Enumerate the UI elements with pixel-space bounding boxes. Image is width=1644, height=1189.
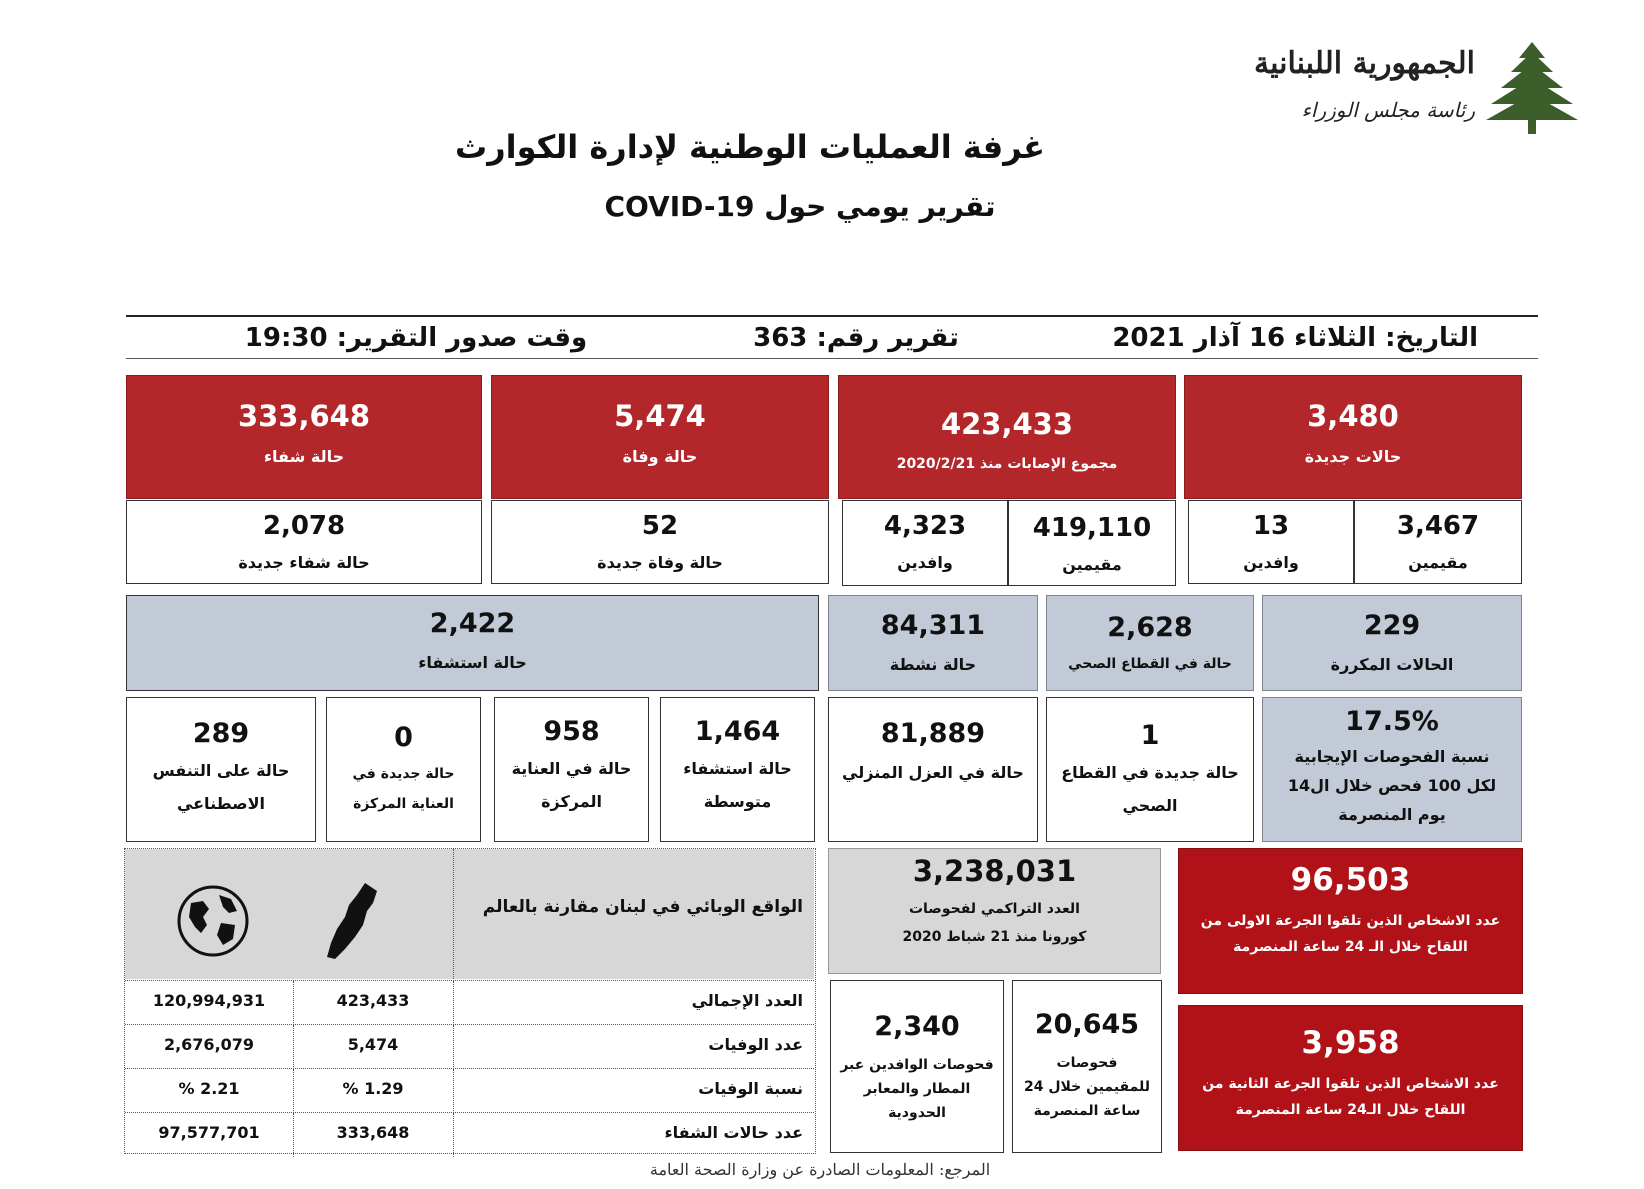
new-cases-label: حالات جديدة <box>1304 447 1402 466</box>
positivity-label-2: لكل 100 فحص خلال ال14 <box>1287 775 1497 795</box>
active-box <box>828 595 1038 691</box>
resident-tests-label-1: فحوصات <box>1056 1055 1118 1071</box>
active-label: حالة نشطة <box>889 655 977 674</box>
icu-label-1: حالة في العناية <box>511 759 632 778</box>
new-cases-box <box>1184 375 1522 499</box>
report-date: التاريخ: الثلاثاء 16 آذار 2021 <box>1112 323 1478 353</box>
hospitalized-label: حالة استشفاء <box>418 653 527 672</box>
medium-hospital-label-1: حالة استشفاء <box>683 759 792 778</box>
cumulative-tests-value: 3,238,031 <box>912 854 1077 888</box>
arrival-tests-label-2: المطار والمعابر <box>863 1080 971 1097</box>
new-health-sector-label-2: الصحي <box>1122 795 1178 815</box>
medium-hospital-value: 1,464 <box>694 716 781 747</box>
deaths-value: 5,474 <box>614 399 706 433</box>
report-time: وقت صدور التقرير: 19:30 <box>244 323 588 353</box>
recovered-value: 333,648 <box>237 399 371 433</box>
resident-tests-value: 20,645 <box>1034 1009 1140 1040</box>
active-value: 84,311 <box>880 610 986 641</box>
total-cases-arrivals <box>842 500 1008 586</box>
table-row <box>125 1112 814 1156</box>
new-health-sector-label-1: حالة جديدة في القطاع <box>1061 763 1239 782</box>
cedar-icon <box>1485 38 1580 136</box>
new-icu-box <box>326 697 481 842</box>
repeated-value: 229 <box>1363 610 1421 641</box>
comparison-header <box>125 849 814 979</box>
ventilator-label-1: حالة على التنفس <box>152 761 290 780</box>
home-isolation-value: 81,889 <box>880 718 986 749</box>
health-sector-label: حالة في القطاع الصحي <box>1068 656 1232 672</box>
positivity-label-1: نسبة الفحوصات الإيجابية <box>1294 747 1490 766</box>
new-health-sector-value: 1 <box>1140 720 1160 751</box>
total-arrivals-label: وافدين <box>897 553 953 572</box>
cumulative-tests-label-1: العدد التراكمي لفحوصات <box>908 901 1080 917</box>
vaccine-first-box <box>1178 848 1523 994</box>
home-isolation-box <box>828 697 1038 842</box>
recovered-label: حالة شفاء <box>263 447 345 466</box>
repeated-label: الحالات المكررة <box>1330 655 1454 674</box>
deaths-box <box>491 375 829 499</box>
new-health-sector-box <box>1046 697 1254 842</box>
total-residents-value: 419,110 <box>1032 513 1152 543</box>
table-row <box>125 980 814 1024</box>
icu-value: 958 <box>543 716 600 747</box>
comparison-table <box>124 848 816 1154</box>
row-label: العدد الإجمالي <box>691 991 803 1010</box>
new-deaths-box <box>491 500 829 584</box>
vaccine-first-label-1: عدد الاشخاص الذين تلقوا الجرعة الاولى من <box>1200 913 1501 929</box>
page-title: غرفة العمليات الوطنية لإدارة الكوارث <box>455 128 1045 166</box>
total-cases-label: مجموع الإصابات منذ 2020/2/21 <box>896 456 1118 472</box>
row-label: نسبة الوفيات <box>698 1079 803 1098</box>
vaccine-second-value: 3,958 <box>1301 1025 1400 1061</box>
arrival-tests-value: 2,340 <box>874 1011 960 1042</box>
total-cases-box <box>838 375 1176 499</box>
row-lebanon: 5,474 <box>347 1035 399 1054</box>
vaccine-second-label-1: عدد الاشخاص الذين تلقوا الجرعة الثانية من <box>1202 1076 1499 1092</box>
arrival-tests-label-1: فحوصات الوافدين عبر <box>840 1057 994 1073</box>
arrival-tests-box <box>830 980 1004 1153</box>
new-arrivals-label: وافدين <box>1243 553 1299 572</box>
medium-hospital-box <box>660 697 815 842</box>
new-icu-label-1: حالة جديدة في <box>352 766 455 782</box>
icu-box <box>494 697 649 842</box>
row-label: عدد حالات الشفاء <box>664 1123 803 1142</box>
health-sector-value: 2,628 <box>1107 612 1193 643</box>
globe-icon <box>173 881 253 961</box>
vaccine-first-value: 96,503 <box>1290 862 1411 898</box>
new-deaths-label: حالة وفاة جديدة <box>597 553 723 572</box>
resident-tests-box <box>1012 980 1162 1153</box>
new-residents-label: مقيمين <box>1408 553 1468 572</box>
footer-source: المرجع: المعلومات الصادرة عن وزارة الصحة العامة <box>649 1160 991 1179</box>
row-world: 2,676,079 <box>163 1035 255 1054</box>
page-subtitle: تقرير يومي حول COVID-19 <box>604 190 996 223</box>
new-recovered-box <box>126 500 482 584</box>
positivity-value: 17.5% <box>1345 706 1439 737</box>
repeated-box <box>1262 595 1522 691</box>
new-cases-value: 3,480 <box>1307 399 1399 433</box>
ventilator-value: 289 <box>192 718 250 749</box>
row-world: 2.21 % <box>178 1079 240 1098</box>
resident-tests-label-3: ساعة المنصرمة <box>1033 1102 1141 1119</box>
lebanon-map-icon <box>315 881 385 961</box>
new-icu-value: 0 <box>394 722 413 753</box>
new-cases-arrivals <box>1188 500 1354 584</box>
new-arrivals-value: 13 <box>1252 511 1290 541</box>
total-arrivals-value: 4,323 <box>883 511 967 541</box>
total-residents-label: مقيمين <box>1062 555 1122 574</box>
cumulative-tests-box <box>828 848 1161 974</box>
new-residents-value: 3,467 <box>1396 511 1480 541</box>
new-cases-residents <box>1354 500 1522 584</box>
comparison-title: الواقع الوبائي في لبنان مقارنة بالعالم <box>482 897 803 917</box>
cumulative-tests-label-2: كورونا منذ 21 شباط 2020 <box>902 928 1087 945</box>
total-cases-value: 423,433 <box>940 407 1074 441</box>
home-isolation-label: حالة في العزل المنزلي <box>842 763 1024 782</box>
arrival-tests-label-3: الحدودية <box>888 1104 946 1121</box>
header-strip <box>126 315 1538 359</box>
total-cases-residents <box>1008 500 1176 586</box>
positivity-label-3: يوم المنصرمة <box>1338 804 1446 824</box>
vaccine-second-box <box>1178 1005 1523 1151</box>
row-lebanon: 423,433 <box>336 991 410 1010</box>
new-recovered-label: حالة شفاء جديدة <box>238 553 370 572</box>
hospitalized-box <box>126 595 819 691</box>
new-deaths-value: 52 <box>641 511 679 541</box>
icu-label-2: المركزة <box>541 791 602 811</box>
vaccine-second-label-2: اللقاح خلال الـ24 ساعة المنصرمة <box>1235 1101 1466 1118</box>
new-icu-label-2: العناية المركزة <box>353 795 454 812</box>
deaths-label: حالة وفاة <box>622 447 698 466</box>
positivity-box <box>1262 697 1522 842</box>
vaccine-first-label-2: اللقاح خلال الـ 24 ساعة المنصرمة <box>1233 938 1468 955</box>
row-world: 120,994,931 <box>152 991 266 1010</box>
hospitalized-value: 2,422 <box>429 608 516 639</box>
report-number: تقرير رقم: 363 <box>753 323 959 353</box>
table-row <box>125 1024 814 1068</box>
recovered-box <box>126 375 482 499</box>
health-sector-box <box>1046 595 1254 691</box>
row-label: عدد الوفيات <box>708 1035 803 1054</box>
row-lebanon: 333,648 <box>336 1123 410 1142</box>
row-lebanon: 1.29 % <box>342 1079 404 1098</box>
logo <box>1255 38 1585 138</box>
ventilator-box <box>126 697 316 842</box>
logo-line1: الجمهورية اللبنانية <box>1253 46 1475 81</box>
resident-tests-label-2: للمقيمين خلال 24 <box>1024 1078 1150 1095</box>
medium-hospital-label-2: متوسطة <box>703 791 772 811</box>
table-row <box>125 1068 814 1112</box>
logo-line2: رئاسة مجلس الوزراء <box>1301 98 1475 122</box>
ventilator-label-2: الاصطناعي <box>176 793 266 813</box>
row-world: 97,577,701 <box>158 1123 260 1142</box>
new-recovered-value: 2,078 <box>262 511 346 541</box>
